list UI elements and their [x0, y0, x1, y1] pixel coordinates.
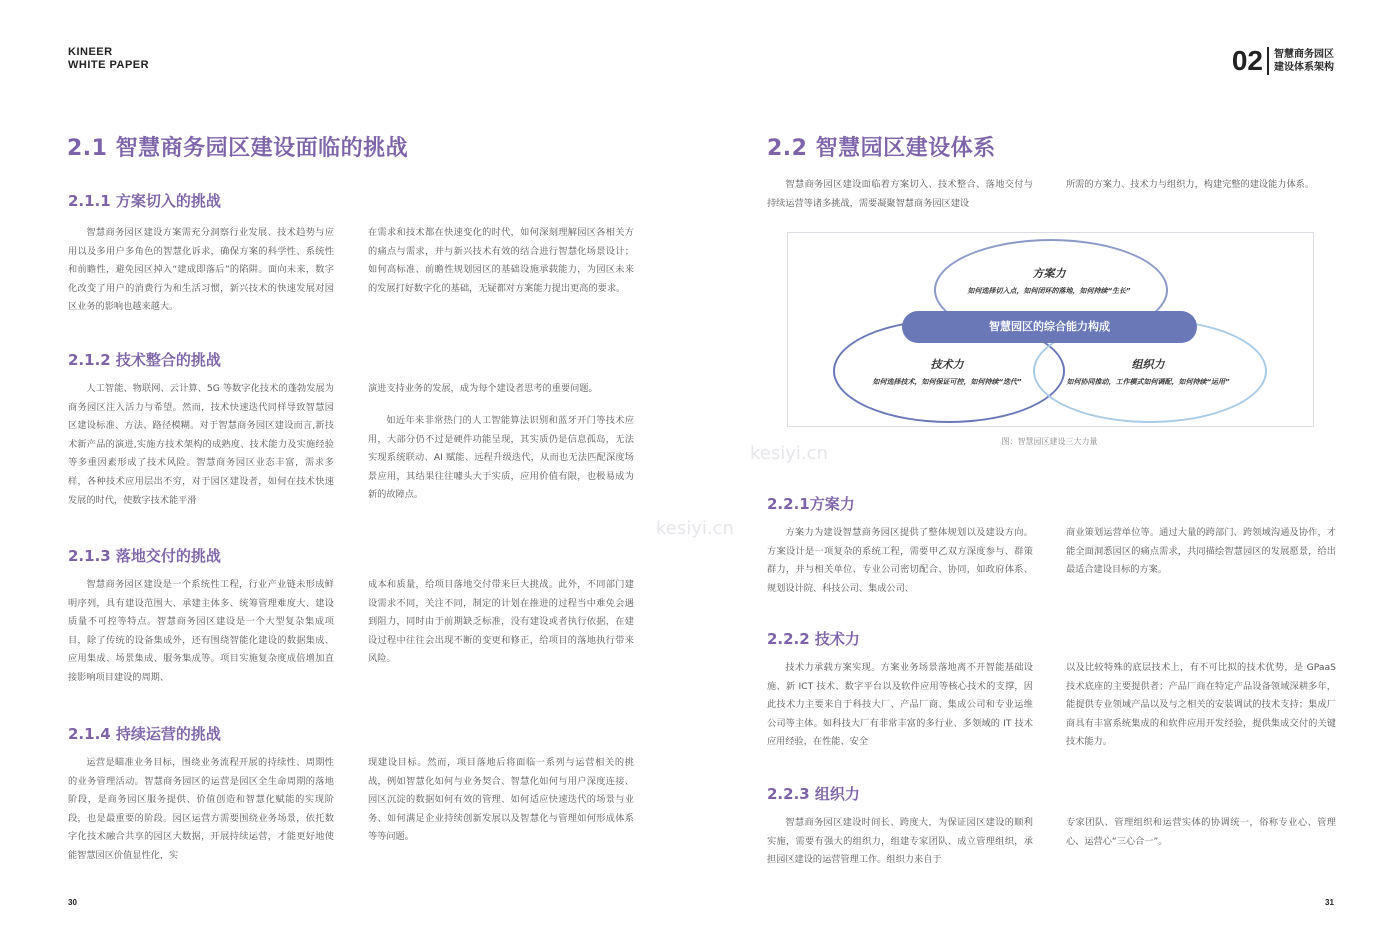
- section-heading-2-2-1: 2.2.1方案力: [767, 495, 855, 513]
- section-heading-2-2-2: 2.2.2 技术力: [767, 630, 860, 648]
- brand-logo: [68, 46, 149, 72]
- brand-line1: KINEER: [68, 46, 113, 58]
- center-capability-bar: 智慧园区的综合能力构成: [902, 311, 1197, 343]
- section-2-1-1-col2: 在需求和技术都在快速变化的时代，如何深刻理解园区各相关方的痛点与需求，并与新兴技术有效的结合进行智慧化场景设计；如何高标准、前瞻性规划园区的基础设施承载能力，为园区未来的发展打好数字化的基础，无疑都对方案能力提出更高的要求。: [368, 227, 634, 294]
- left-page-title: 2.1 智慧商务园区建设面临的挑战: [67, 136, 409, 161]
- chapter-title: [1274, 48, 1334, 74]
- section-2-2-3-col1: 智慧商务园区建设时间长、跨度大，为保证园区建设的顺利实施，需要有强大的组织力，组建专家团队、成立管理组织，承担园区建设的运营管理工作。组织力来自于: [767, 817, 1033, 866]
- section-2-1-2-col2a: 演进支持业务的发展，成为每个建设者思考的重要问题。: [368, 383, 598, 394]
- chapter-number: 02: [1231, 45, 1263, 76]
- section-2-1-4-col1: 运营是瞄准业务目标，围绕业务流程开展的持续性、周期性的业务管理活动。智慧商务园区的运营是园区全生命周期的落地阶段，是商务园区服务提供、价值创造和智慧化赋能的实现阶段，也是最重要的阶段。园区运营方需要围绕业务场景，依托数字化技术融合共享的园区大数据，开展持续运营，才能更好地使能智慧园区价值显性化，实: [68, 757, 334, 861]
- technology-title: 技术力: [930, 358, 964, 371]
- chapter-title-line2: 建设体系架构: [1274, 62, 1334, 73]
- chapter-marker: [1232, 46, 1334, 76]
- section-2-2-1-col1: 方案力为建设智慧商务园区提供了整体规划以及建设方向。方案设计是一项复杂的系统工程，需要甲乙双方深度参与、群策群力，并与相关单位、专业公司密切配合、协同，如政府体系、规划设计院、科技公司、集成公司、: [767, 527, 1033, 594]
- section-2-2-1-col2: 商业策划运营单位等。通过大量的跨部门、跨领域沟通及协作，才能全面洞悉园区的痛点需求，共同描绘智慧园区的发展愿景，给出最适合建设目标的方案。: [1066, 527, 1336, 576]
- brand-line2: WHITE PAPER: [68, 59, 150, 71]
- section-heading-2-1-3: 2.1.3 落地交付的挑战: [68, 547, 221, 565]
- page-number-left: 30: [68, 898, 77, 907]
- capability-diagram: [787, 232, 1314, 427]
- technology-subtitle: 如何选择技术，如何保证可控，如何持续“迭代”: [872, 378, 1022, 386]
- intro-col1: 智慧商务园区建设面临着方案切入、技术整合、落地交付与持续运营等诸多挑战，需要凝聚智慧商务园区建设: [767, 179, 1033, 209]
- section-2-1-2-col1: 人工智能、物联网、云计算、5G 等数字化技术的蓬勃发展为商务园区注入活力与希望。然而，技术快速迭代同样导致智慧园区建设标准、方法、路径模糊。对于智慧商务园区建设而言,新技术新产品的演进,实施方技术架构的成熟度、技术能力及实施经验等多重因素形成了技术风险。智慧商务园区业态丰富，需求多样，各种技术应用层出不穷，对于园区建设者，如何在技术快速发展的时代，使数字技术能平滑: [68, 383, 334, 506]
- section-2-1-1-col1: 智慧商务园区建设方案需充分洞察行业发展、技术趋势与应用以及多用户多角色的智慧化诉求，确保方案的科学性、系统性和前瞻性，避免园区掉入“建成即落后”的陷阱。面向未来，数字化改变了用户的消费行为和生活习惯，新兴技术的快速发展对园区业务的影响也越来越大。: [68, 227, 334, 313]
- right-page-title: 2.2 智慧园区建设体系: [767, 136, 996, 161]
- chapter-title-line1: 智慧商务园区: [1274, 49, 1334, 60]
- section-heading-2-2-3: 2.2.3 组织力: [767, 785, 860, 803]
- solution-title: 方案力: [1032, 267, 1066, 280]
- intro-col2: 所需的方案力、技术力与组织力，构建完整的建设能力体系。: [1066, 179, 1315, 190]
- section-2-1-4-col2: 现建设目标。然而，项目落地后将面临一系列与运营相关的挑战，例如智慧化如何与业务契合、智慧化如何与用户深度连接、园区沉淀的数据如何有效的管理、如何适应快速迭代的场景与业务、如何满足企业持续创新发展以及智慧化与管理如何形成体系等等问题。: [368, 757, 634, 843]
- section-2-1-3-col1: 智慧商务园区建设是一个系统性工程，行业产业链未形成鲜明序列，具有建设范围大、承建主体多、统筹管理难度大、建设质量不可控等特点。智慧商务园区建设是一个大型复杂集成项目，除了传统的设备集成外，还有围绕智能化建设的数据集成、应用集成、场景集成、服务集成等。项目实施复杂度成倍增加直接影响项目建设的周期、: [68, 579, 334, 683]
- section-2-2-3-col2: 专家团队、管理组织和运营实体的协调统一，俗称专业心、管理心、运营心“三心合一”。: [1066, 817, 1336, 847]
- section-2-2-2-col1: 技术力承载方案实现。方案业务场景落地离不开智能基础设施、新 ICT 技术、数字平台以及软件应用等核心技术的支撑，因此技术力主要来自于科技大厂、产品厂商、集成公司和专业运维公司等主体。如科技大厂有非常丰富的多行业、多领域的 IT 技术应用经验，在性能、安全: [767, 662, 1033, 748]
- organization-title: 组织力: [1131, 358, 1165, 371]
- page-number-right: 31: [1325, 898, 1334, 907]
- watermark: kesiyi.cn: [656, 518, 734, 539]
- diagram-caption: 图：智慧园区建设三大力量: [1001, 437, 1098, 446]
- section-2-2-2-col2: 以及比较特殊的底层技术上，有不可比拟的技术优势，是 GPaaS 技术底座的主要提供者；产品厂商在特定产品设备领域深耕多年，能提供专业领域产品以及与之相关的安装调试的技术支持；集成厂商具有丰富系统集成的和软件应用开发经验，提供集成交付的关键技术能力。: [1066, 662, 1336, 748]
- section-heading-2-1-4: 2.1.4 持续运营的挑战: [68, 725, 221, 743]
- watermark: kesiyi.cn: [750, 443, 828, 464]
- section-2-1-2-col2b: 如近年来非常热门的人工智能算法识别和蓝牙开门等技术应用，大部分仍不过是硬件功能呈现，其实质仍是信息孤岛，无法实现系统联动、AI 赋能、远程升级迭代，从而也无法匹配深度场景应用，其结果往往噱头大于实质，应用价值有限，也极易成为新的故障点。: [368, 415, 634, 501]
- solution-subtitle: 如何选择切入点，如何闭环的落地，如何持续“生长”: [967, 287, 1131, 295]
- chapter-divider: [1267, 47, 1269, 75]
- section-heading-2-1-1: 2.1.1 方案切入的挑战: [68, 192, 221, 210]
- organization-subtitle: 如何协同推动，工作模式如何调配，如何持续“运用”: [1066, 378, 1230, 386]
- section-heading-2-1-2: 2.1.2 技术整合的挑战: [68, 351, 221, 369]
- section-2-1-3-col2: 成本和质量，给项目落地交付带来巨大挑战。此外，不同部门建设需求不同，关注不同，制定的计划在推进的过程当中难免会遇到阻力，同时由于前期缺乏标准，没有建设或者执行依据，在建设过程中往往会出现不断的变更和修正，给项目的落地执行带来风险。: [368, 579, 634, 665]
